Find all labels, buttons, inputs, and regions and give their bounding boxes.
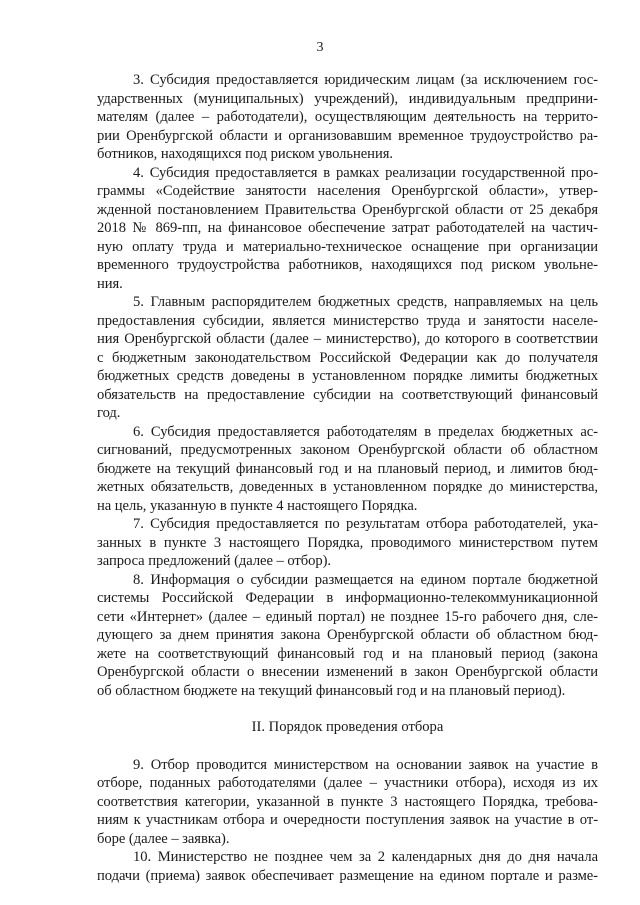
text-line: запроса предложений (далее – отбор). xyxy=(97,553,332,569)
text-line: мателям (далее – работодатели), осуществляющим деятельность на террито- xyxy=(97,109,598,125)
text-line: об областном бюджете на текущий финансовый год и на плановый период). xyxy=(97,682,566,699)
paragraph xyxy=(97,848,598,885)
text-line: 8. Информация о субсидии размещается на едином портале бюджетной xyxy=(133,571,598,588)
text-line: 7. Субсидия предоставляется по результатам отбора работодателей, ука- xyxy=(133,516,598,532)
text-line: дующего за днем принятия закона Оренбургской области об областном бюд- xyxy=(97,627,598,643)
text-line: ния Оренбургской области (далее – министерство), до которого в соответствии xyxy=(97,331,598,347)
text-line: временного трудоустройства работников, находящихся под риском увольне- xyxy=(97,257,598,273)
text-line: рии Оренбургской области и организовавшим временное трудоустройство ра- xyxy=(97,127,598,144)
text-line: ния. xyxy=(97,275,123,292)
text-line: соответствия категории, указанной в пункте 3 настоящего Порядка, требова- xyxy=(97,793,598,810)
page-number: 3 xyxy=(316,40,324,55)
text-line: 4. Субсидия предоставляется в рамках реализации государственной про- xyxy=(133,164,598,181)
paragraph xyxy=(97,571,598,701)
text-line: 5. Главным распорядителем бюджетных средств, направляемых на цель xyxy=(133,294,598,310)
text-line: 6. Субсидия предоставляется работодателям в пределах бюджетных ас- xyxy=(133,423,598,440)
paragraph-group-selection xyxy=(97,756,598,886)
text-line: граммы «Содействие занятости населения Оренбургской области», утвер- xyxy=(97,183,598,199)
text-line: подачи (приема) заявок обеспечивает размещение на едином портале и разме- xyxy=(97,867,598,884)
text-line: занных в пункте 3 настоящего Порядка, проводимого министерством путем xyxy=(97,534,598,551)
text-line: системы Российской Федерации в информационно-телекоммуникационной xyxy=(97,590,598,606)
paragraph xyxy=(97,164,598,294)
text-line: ниям к участникам отбора и очередности поступления заявок на участие в от- xyxy=(97,812,598,828)
paragraph xyxy=(97,515,598,571)
text-line: 3. Субсидия предоставляется юридическим лицам (за исключением гос- xyxy=(133,72,598,88)
paragraph-group-provisions xyxy=(97,71,598,700)
text-line: обязательств на предоставление субсидии на соответствующий финансовый xyxy=(97,386,598,403)
text-line: боре (далее – заявка). xyxy=(97,830,230,847)
text-line: бюджетных средств доведены в установленном порядке лимиты бюджетных xyxy=(97,368,598,384)
text-line: предоставления субсидии, является министерство труда и занятости населе- xyxy=(97,312,598,329)
text-line: с бюджетным законодательством Российской Федерации как до получателя xyxy=(97,349,598,366)
section-heading: II. Порядок проведения отбора xyxy=(251,719,444,735)
text-line: 9. Отбор проводится министерством на основании заявок на участие в xyxy=(133,756,598,773)
text-line: отборе, поданных работодателями (далее – участники отбора), исходя из их xyxy=(97,775,598,791)
document-body xyxy=(97,71,598,885)
text-line: год. xyxy=(97,405,121,421)
text-line: ную оплату труда и материально-техническое оснащение при организации xyxy=(97,238,598,255)
text-line: жете на соответствующий финансовый год и на плановый период (закона xyxy=(97,645,598,662)
paragraph xyxy=(97,423,598,516)
text-line: жетных обязательств, доведенных в установленном порядке до министерства, xyxy=(97,479,598,495)
text-line: сети «Интернет» (далее – единый портал) не позднее 15-го рабочего дня, сле- xyxy=(97,608,598,625)
text-line: бюджете на текущий финансовый год и на плановый период, и лимитов бюд- xyxy=(97,460,598,477)
text-line: ударственных (муниципальных) учреждений), индивидуальным предприни- xyxy=(97,90,598,107)
text-line: жденной постановлением Правительства Оренбургской области от 25 декабря xyxy=(97,201,598,218)
text-line: на цель, указанную в пункте 4 настоящего Порядка. xyxy=(97,497,418,514)
text-line: ботников, находящихся под риском увольнения. xyxy=(97,146,393,162)
text-line: Оренбургской области о внесении изменений в закон Оренбургской области xyxy=(97,664,598,680)
paragraph xyxy=(97,756,598,849)
paragraph xyxy=(97,293,598,423)
text-line: 10. Министерство не позднее чем за 2 календарных дня до дня начала xyxy=(133,849,598,865)
text-line: 2018 № 869-пп, на финансовое обеспечение затрат работодателей на частич- xyxy=(97,220,598,236)
text-line: сигнований, предусмотренных законом Оренбургской области об областном xyxy=(97,442,598,458)
paragraph xyxy=(97,71,598,164)
